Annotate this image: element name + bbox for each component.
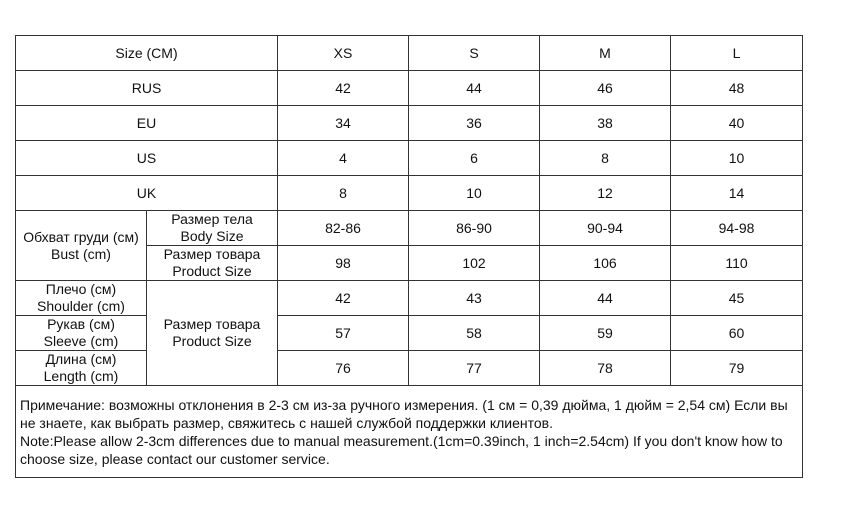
header-size-m: M: [540, 36, 671, 71]
product-size-label-ru: Размер товара: [163, 246, 261, 262]
garment-product-size-label-ru: Размер товара: [163, 316, 261, 332]
cell-value: 48: [671, 71, 803, 106]
cell-value: 78: [540, 351, 671, 386]
cell-value: 86-90: [409, 211, 540, 246]
cell-value: 94-98: [671, 211, 803, 246]
cell-value: 36: [409, 106, 540, 141]
cell-value: 57: [278, 316, 409, 351]
table-row-bust-body: [16, 211, 803, 246]
note-text-ru: Примечание: возможны отклонения в 2-3 см из-за ручного измерения. (1 см = 0,39 дюйма, 1 дюйм = 2,54 см) Если вы не знаете, как выбрать размер, свяжитесь с нашей службой поддержки клиентов.: [20, 396, 788, 431]
shoulder-label: [16, 281, 147, 316]
note-row: [16, 386, 803, 478]
cell-value: 44: [409, 71, 540, 106]
sleeve-label: [16, 316, 147, 351]
cell-value: 77: [409, 351, 540, 386]
cell-value: 42: [278, 281, 409, 316]
cell-value: 79: [671, 351, 803, 386]
sleeve-label-ru: Рукав (см): [47, 316, 115, 332]
row-label: RUS: [16, 71, 278, 106]
table-row-length: [16, 351, 803, 386]
cell-value: 40: [671, 106, 803, 141]
row-label: US: [16, 141, 278, 176]
cell-value: 44: [540, 281, 671, 316]
cell-value: 106: [540, 246, 671, 281]
length-label: [16, 351, 147, 386]
cell-value: 59: [540, 316, 671, 351]
cell-value: 46: [540, 71, 671, 106]
shoulder-label-en: Shoulder (cm): [37, 298, 125, 314]
cell-value: 60: [671, 316, 803, 351]
bust-label-en: Bust (cm): [51, 245, 111, 262]
product-size-label-en: Product Size: [172, 263, 252, 279]
header-size-xs: XS: [278, 36, 409, 71]
header-size-label: Size (CM): [16, 36, 278, 71]
cell-value: 8: [540, 141, 671, 176]
bust-label: [16, 211, 147, 281]
body-size-label-ru: Размер тела: [171, 211, 253, 227]
garment-product-size-label: [147, 281, 278, 386]
cell-value: 90-94: [540, 211, 671, 246]
cell-value: 42: [278, 71, 409, 106]
cell-value: 6: [409, 141, 540, 176]
bust-label-ru: Обхват груди (см): [23, 228, 139, 245]
table-row-rus: [16, 71, 803, 106]
table-row-eu: [16, 106, 803, 141]
cell-value: 76: [278, 351, 409, 386]
header-row: [16, 36, 803, 71]
cell-value: 8: [278, 176, 409, 211]
table-row-us: [16, 141, 803, 176]
cell-value: 102: [409, 246, 540, 281]
product-size-label: [147, 246, 278, 281]
size-chart-table: [15, 35, 803, 478]
cell-value: 58: [409, 316, 540, 351]
shoulder-label-ru: Плечо (см): [45, 281, 117, 297]
cell-value: 10: [409, 176, 540, 211]
cell-value: 45: [671, 281, 803, 316]
length-label-ru: Длина (см): [45, 351, 117, 367]
length-label-en: Length (cm): [43, 368, 119, 384]
cell-value: 110: [671, 246, 803, 281]
header-size-l: L: [671, 36, 803, 71]
cell-value: 98: [278, 246, 409, 281]
body-size-label: [147, 211, 278, 246]
note-text-en: Note:Please allow 2-3cm differences due to manual measurement.(1cm=0.39inch, 1 inch=2.54cm) If you don't know how to choose size, please contact our customer service.: [20, 432, 783, 467]
cell-value: 4: [278, 141, 409, 176]
cell-value: 43: [409, 281, 540, 316]
table-row-sleeve: [16, 316, 803, 351]
sleeve-label-en: Sleeve (cm): [43, 333, 119, 349]
cell-value: 14: [671, 176, 803, 211]
cell-value: 10: [671, 141, 803, 176]
header-size-s: S: [409, 36, 540, 71]
garment-product-size-label-en: Product Size: [172, 333, 252, 349]
row-label: UK: [16, 176, 278, 211]
cell-value: 12: [540, 176, 671, 211]
row-label: EU: [16, 106, 278, 141]
table-row-shoulder: [16, 281, 803, 316]
cell-value: 34: [278, 106, 409, 141]
cell-value: 82-86: [278, 211, 409, 246]
table-row-uk: [16, 176, 803, 211]
note-cell: [16, 386, 803, 478]
cell-value: 38: [540, 106, 671, 141]
body-size-label-en: Body Size: [180, 228, 244, 244]
